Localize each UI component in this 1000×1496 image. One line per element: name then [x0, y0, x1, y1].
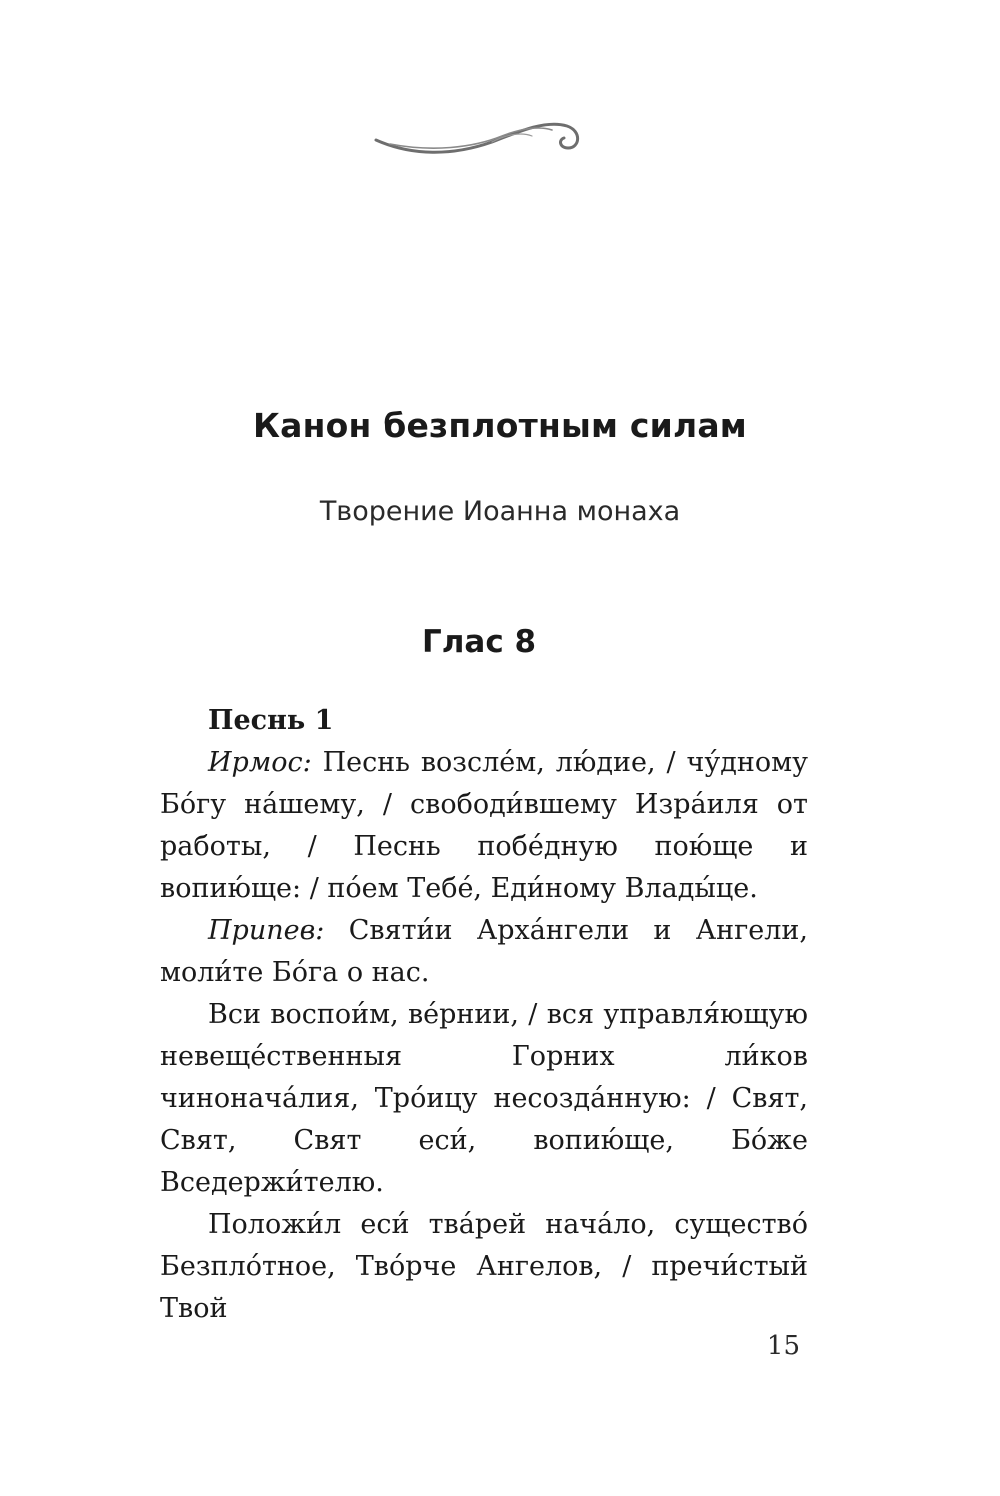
paragraph-label: Ирмос:: [208, 747, 312, 778]
page-title: Канон безплотным силам: [253, 406, 747, 445]
page-subtitle: Творение Иоанна монаха: [319, 496, 681, 527]
paragraph-troparion-2: [160, 1204, 808, 1330]
song-heading: Песнь 1: [208, 705, 334, 736]
paragraph-text: Положи́л еси́ тва́рей нача́ло, существо́ Безпло́тное, Тво́рче Ангелов, / пречи́стый Твой: [160, 1209, 808, 1324]
paragraph-text: Песнь возсле́м, лю́дие, / чу́дному Бо́гу на́шему, / свободи́вшему Изра́иля от работы, / Песнь побе́дную пою́ще и вопию́ще: / по́ем Тебе́, Еди́ному Влады́це.: [160, 747, 808, 904]
paragraph-text: Святи́и Арха́нгели и Ангели, моли́те Бо́га о нас.: [160, 915, 808, 988]
body-text: [160, 700, 808, 1330]
paragraph-irmos: [160, 742, 808, 910]
paragraph-troparion-1: [160, 994, 808, 1204]
paragraph-label: Припев:: [208, 915, 325, 946]
paragraph-text: Вси воспои́м, ве́рнии, / вся управля́ющую невеще́ственныя Горних ли́ков чиноначáлия, Тро́ицу несозда́нную: / Свят, Свят, Свят еси́, вопию́ще, Бо́же Вседержи́телю.: [160, 999, 808, 1198]
page-number: 15: [766, 1331, 800, 1361]
flourish-ornament-icon: [372, 112, 587, 162]
paragraph-refrain: [160, 910, 808, 994]
tone-heading: Глас 8: [421, 624, 537, 660]
